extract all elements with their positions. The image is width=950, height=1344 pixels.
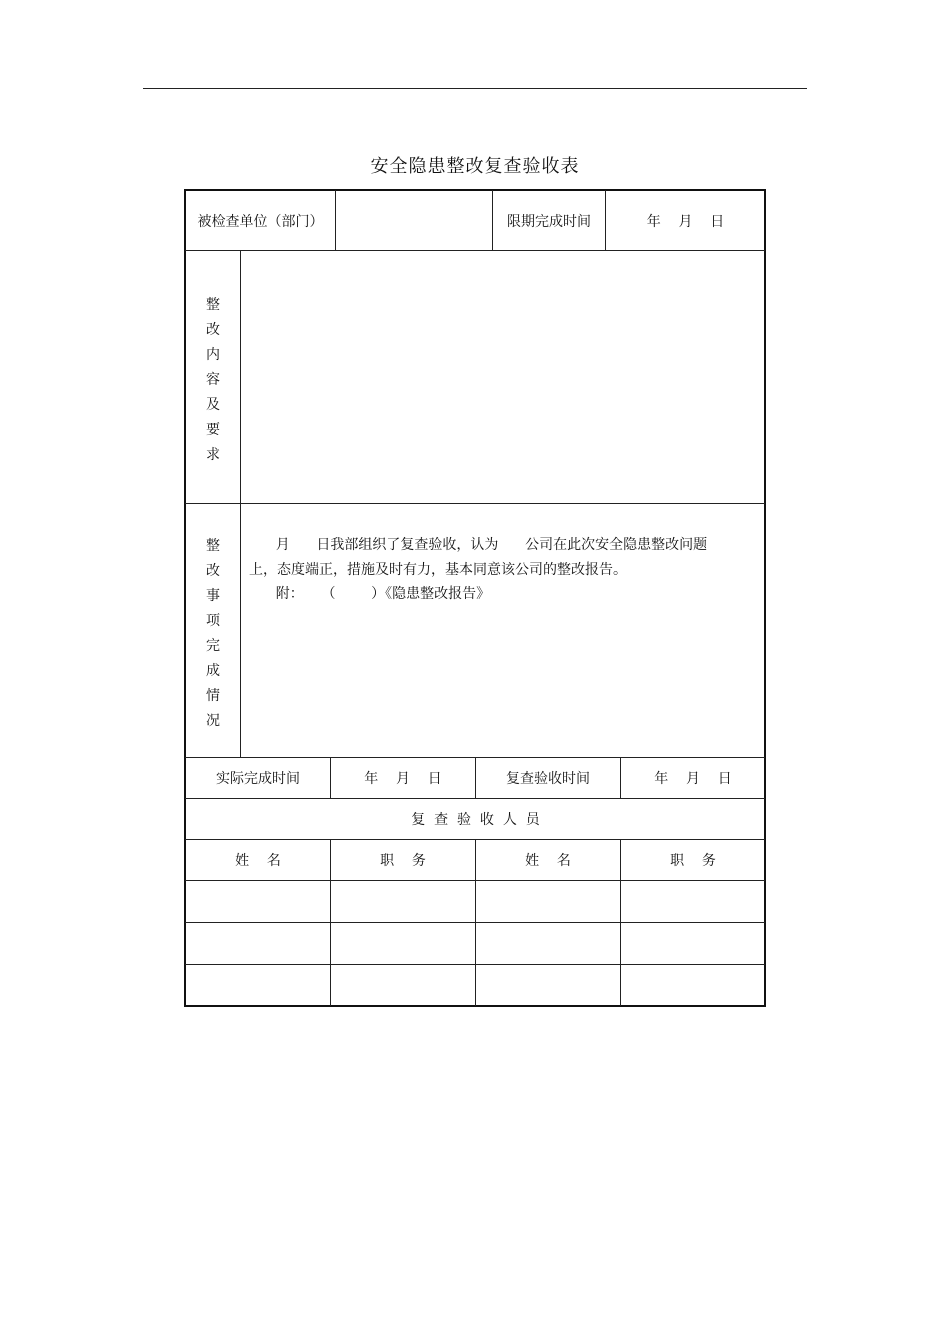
reviewer-name-field[interactable] bbox=[186, 923, 330, 964]
reviewer-position-field[interactable] bbox=[331, 881, 475, 922]
completion-text-line-3: 附： （ ）《隐患整改报告》 bbox=[249, 586, 491, 602]
reviewer-name-field[interactable] bbox=[186, 965, 330, 1005]
reviewer-position-header: 职 务 bbox=[380, 853, 426, 869]
reviewer-name-field[interactable] bbox=[476, 923, 620, 964]
inspected-unit-label: 被检查单位（部门） bbox=[197, 213, 324, 230]
reviewer-position-header: 职 务 bbox=[670, 853, 716, 869]
reviewer-position-field[interactable] bbox=[331, 923, 475, 964]
form-title: 安全隐患整改复查验收表 bbox=[370, 156, 580, 177]
label-char: 求 bbox=[206, 447, 220, 463]
review-time-label: 复查验收时间 bbox=[506, 771, 590, 787]
requirements-content-field[interactable] bbox=[242, 252, 764, 502]
label-char: 成 bbox=[206, 663, 220, 679]
reviewer-name-header: 姓 名 bbox=[235, 853, 281, 869]
reviewers-section-title: 复 查 验 收 人 员 bbox=[411, 812, 540, 828]
label-char: 改 bbox=[206, 563, 220, 579]
header-rule bbox=[143, 88, 807, 89]
label-char: 整 bbox=[206, 297, 220, 313]
reviewer-position-field[interactable] bbox=[621, 923, 765, 964]
reviewer-name-field[interactable] bbox=[476, 965, 620, 1005]
label-char: 完 bbox=[206, 638, 220, 654]
col-divider bbox=[240, 250, 241, 757]
reviewer-position-field[interactable] bbox=[621, 881, 765, 922]
label-char: 及 bbox=[206, 397, 220, 413]
completion-text-line-1: 月 日我部组织了复查验收，认为 公司在此次安全隐患整改问题 bbox=[249, 537, 708, 553]
deadline-date-field[interactable]: 年 月 日 bbox=[646, 213, 725, 230]
reviewer-position-field[interactable] bbox=[621, 965, 765, 1005]
completion-text-line-2: 上，态度端正，措施及时有力，基本同意该公司的整改报告。 bbox=[249, 562, 627, 578]
label-char: 内 bbox=[206, 347, 220, 363]
label-char: 事 bbox=[206, 588, 220, 604]
reviewer-name-field[interactable] bbox=[186, 881, 330, 922]
inspected-unit-field[interactable] bbox=[336, 191, 492, 250]
label-char: 况 bbox=[206, 713, 220, 729]
actual-completion-label: 实际完成时间 bbox=[216, 771, 300, 787]
reviewer-name-header: 姓 名 bbox=[525, 853, 571, 869]
label-char: 要 bbox=[206, 422, 220, 438]
review-time-date-field[interactable]: 年 月 日 bbox=[654, 771, 732, 787]
row-divider bbox=[185, 250, 765, 251]
requirements-label bbox=[186, 293, 240, 468]
reviewer-position-field[interactable] bbox=[331, 965, 475, 1005]
label-char: 容 bbox=[206, 372, 220, 388]
deadline-label: 限期完成时间 bbox=[507, 213, 591, 230]
label-char: 情 bbox=[206, 688, 220, 704]
label-char: 项 bbox=[206, 613, 220, 629]
reviewer-name-field[interactable] bbox=[476, 881, 620, 922]
label-char: 改 bbox=[206, 322, 220, 338]
actual-completion-date-field[interactable]: 年 月 日 bbox=[364, 771, 442, 787]
row-divider bbox=[185, 503, 765, 504]
label-char: 整 bbox=[206, 538, 220, 554]
completion-status-label bbox=[186, 534, 240, 734]
